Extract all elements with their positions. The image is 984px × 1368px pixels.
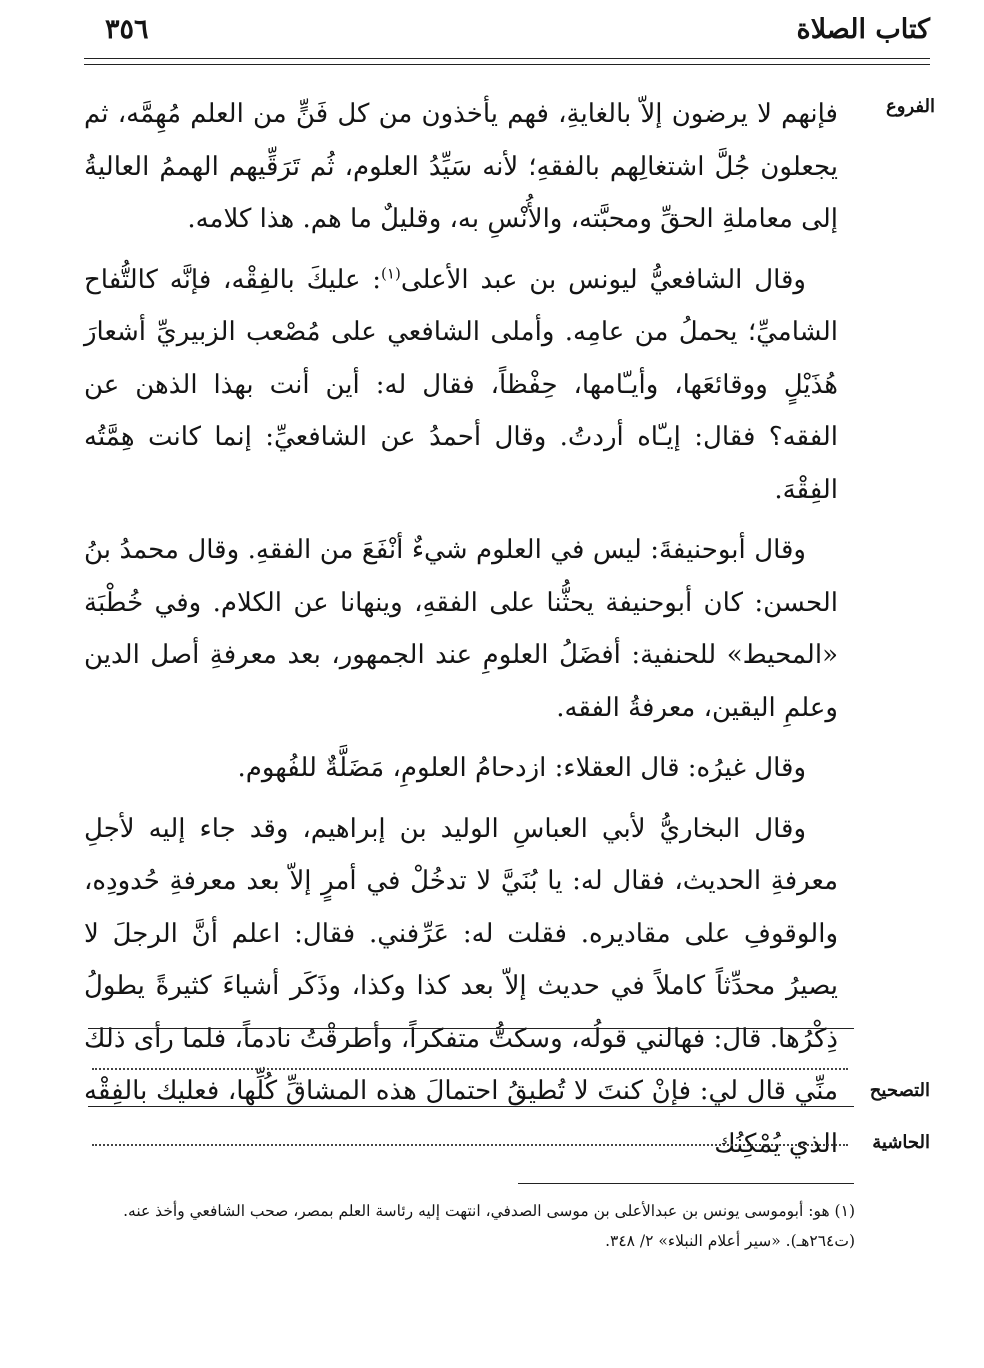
main-text	[84, 88, 838, 1178]
paragraph-1: فإنهم لا يرضون إلاّ بالغايةِ، فهم يأخذون من كل فَنٍّ من العلم مُهِمَّه، ثم يجعلون جُلَّ اشتغالِهم بالفقهِ؛ لأنه سَيِّدُ العلوم، ثُم تَرَقِّيهم الهممُ العاليةُ إلى معاملةِ الحقِّ ومحبَّته، والأُنْسِ به، وقليلٌ ما هم. هذا كلامه.	[84, 99, 838, 234]
header-rule-bottom	[84, 64, 930, 65]
paragraph-3: وقال أبوحنيفةَ: ليس في العلوم شيءٌ أنْفَعَ من الفقهِ. وقال محمدُ بنُ الحسن: كان أبوحنيفة يحثُّنا على الفقهِ، وينهانا عن الكلام. وفي خُطْبَة «المحيط» للحنفية: أفضَلُ العلومِ عند الجمهور، بعد معرفةِ أصل الدين وعلمِ اليقين، معرفةُ الفقه.	[84, 535, 838, 723]
paragraph-5: وقال البخاريُّ لأبي العباسِ الوليد بن إبراهيم، وقد جاء إليه لأجلِ معرفةِ الحديث، فقال له: يا بُنَيَّ لا تدخُلْ في أمرٍ إلاّ بعد معرفةِ حُدودِه، والوقوفِ على مقاديره. فقلت له: عَرِّفني. فقال: اعلم أنَّ الرجلَ لا يصيرُ محدِّثاً كاملاً في حديث إلاّ بعد كذا وكذا، وذَكَر أشياءَ كثيرةً يطولُ ذِكْرُها. قال: فهالني قولُه، وسكتُّ متفكراً، وأطرقْتُ نادماً، فلما رأى ذلك منِّي قال لي: فإنْ كنتَ لا تُطيقُ احتمالَ هذه المشاقِّ كُلِّها، فعليك بالفِقْه الذي يُمْكِنُك	[84, 813, 838, 1159]
footnote	[95, 1196, 855, 1256]
correction-dotted-line	[92, 1068, 848, 1070]
annotation-dotted-line	[92, 1144, 848, 1146]
paragraph-2-end: : عليكَ بالفِقْه، فإنَّه كالتُّفاح الشاميِّ؛ يحملُ من عامِه. وأملى الشافعي على مُصْعب الزبيريِّ أشعارَ هُذَيْلٍ ووقائعَها، وأيـّامها، حِفْظاً، فقال له: أين أنت بهذا الذهن عن الفقه؟ فقال: إيـّاه أردتُ. وقال أحمدُ عن الشافعيِّ: إنما كانت هِمَّتُه الفِقْهَ.	[84, 264, 838, 505]
paragraph-2	[84, 254, 838, 517]
header-rule-top	[84, 58, 930, 59]
page-number: ٣٥٦	[105, 14, 149, 45]
footnote-rule	[518, 1183, 854, 1184]
annotation-top-rule	[88, 1106, 854, 1107]
footnote-line-1: (١) هو: أبوموسى يونس بن عبدالأعلى بن موسى الصدفي، انتهت إليه رئاسة العلم بمصر، صحب الشافعي وأخذ عنه.	[123, 1202, 855, 1220]
side-label-hashiya: الحاشية	[872, 1132, 930, 1153]
paragraph-2-start: وقال الشافعيُّ ليونس بن عبد الأعلى	[400, 264, 806, 295]
side-label-tashih: التصحيح	[869, 1080, 930, 1101]
side-label-furu: الفروع	[886, 96, 935, 117]
paragraph-4: وقال غيرُه: قال العقلاء: ازدحامُ العلومِ، مَضَلَّةٌ للفُهوم.	[237, 753, 806, 783]
book-title: كتاب الصلاة	[796, 14, 930, 45]
footnote-reference[interactable]: (١)	[381, 263, 401, 282]
footnote-line-2: (ت٢٦٤هـ). «سير أعلام النبلاء» ٢/ ٣٤٨.	[605, 1232, 855, 1250]
correction-top-rule	[88, 1028, 854, 1029]
